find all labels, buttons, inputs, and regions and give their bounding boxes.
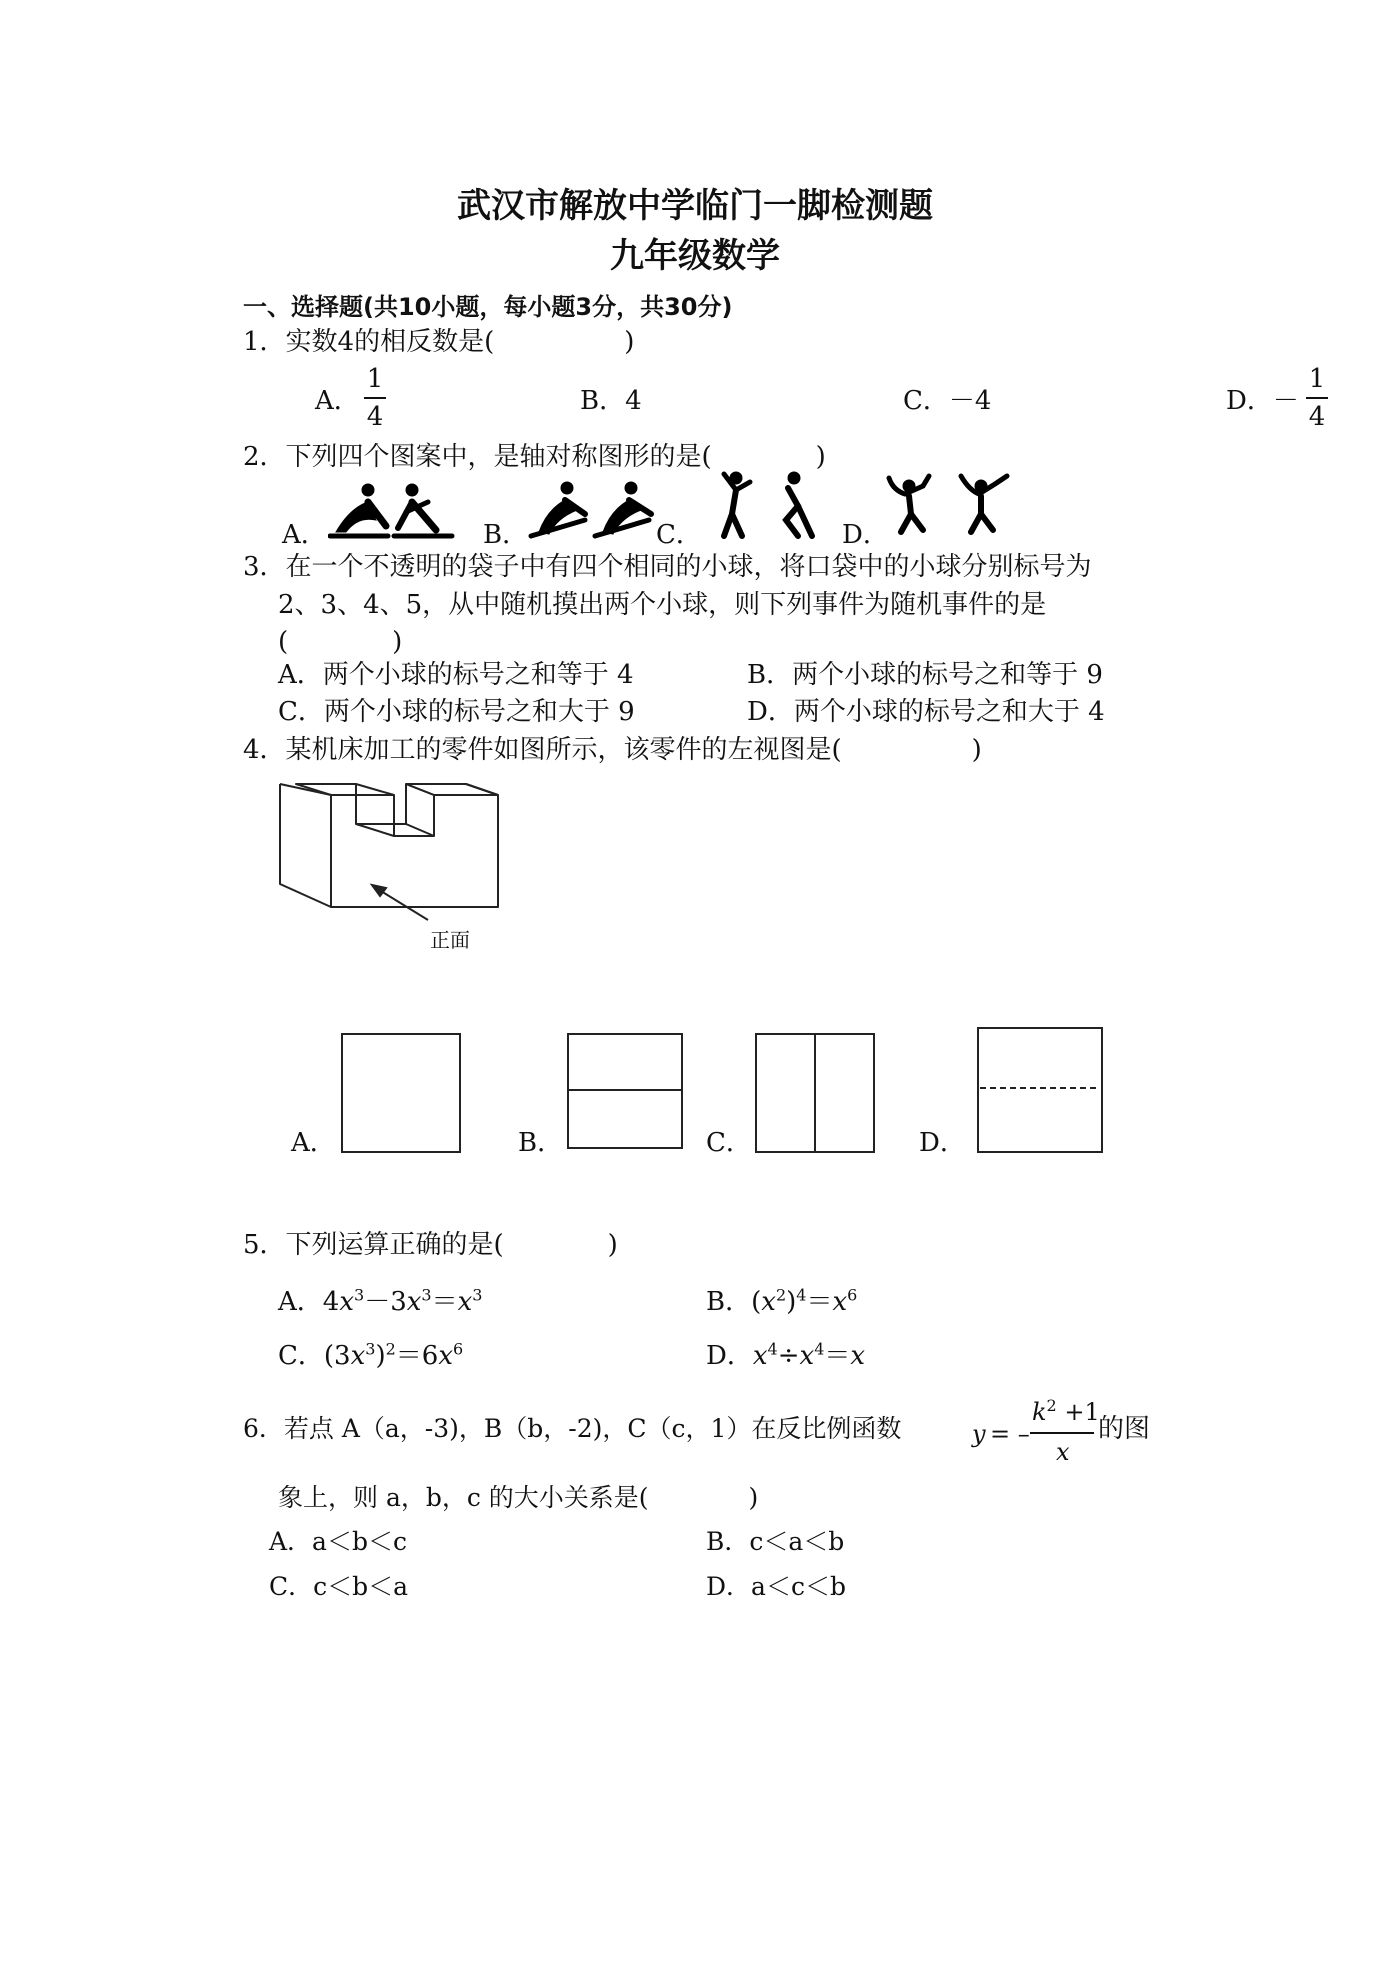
q4-option-d-figure	[976, 1026, 1104, 1154]
q1-a-denominator: 4	[366, 402, 384, 432]
q3-option-b: B．两个小球的标号之和等于 9	[747, 660, 1103, 690]
q2-option-a-label: A．	[282, 520, 327, 550]
section-heading: 一、选择题(共10小题，每小题3分，共30分)	[243, 293, 733, 321]
q6-stem-line2: 象上，则 a，b，c 的大小关系是( )	[278, 1483, 759, 1512]
q4-option-d-label: D．	[919, 1128, 966, 1158]
page-subtitle: 九年级数学	[610, 236, 780, 276]
q5-a-label: A．	[278, 1287, 323, 1317]
q3-stem-line2: 2、3、4、5，从中随机摸出两个小球，则下列事件为随机事件的是	[278, 590, 1047, 620]
q1-option-d-label: D．－	[1226, 386, 1299, 416]
q4-stem: 4．某机床加工的零件如图所示，该零件的左视图是( )	[243, 735, 982, 765]
q4-option-a-label: A．	[291, 1128, 336, 1158]
q2-pictogram-a-icon	[328, 480, 458, 540]
q2-pictogram-d-icon	[885, 472, 1013, 536]
q5-option-c: C．$(3x^3)^2=6x^6$	[278, 1339, 464, 1371]
q1-option-c: C．－4	[903, 386, 992, 416]
q1-d-denominator: 4	[1308, 402, 1326, 432]
q5-b-label: B．	[706, 1287, 752, 1317]
q5-option-a: A．$4x^3-3x^3=x^3$	[278, 1285, 483, 1317]
q3-option-d: D．两个小球的标号之和大于 4	[747, 697, 1105, 727]
page-title: 武汉市解放中学临门一脚检测题	[457, 186, 933, 226]
q5-c-label: C．	[278, 1341, 324, 1371]
q2-option-c-label: C．	[656, 520, 702, 550]
q2-pictogram-b-icon	[527, 480, 657, 540]
q2-stem: 2．下列四个图案中，是轴对称图形的是( )	[243, 442, 826, 472]
q6-option-b: B．c＜a＜b	[706, 1527, 845, 1556]
q6-option-c: C．c＜b＜a	[269, 1572, 409, 1601]
q4-part-figure	[276, 780, 506, 950]
q5-stem: 5．下列运算正确的是( )	[243, 1230, 618, 1260]
q1-option-a-label: A．	[315, 386, 360, 416]
q4-option-c-label: C．	[706, 1128, 752, 1158]
q2-option-d-label: D．	[842, 520, 889, 550]
q2-option-b-label: B．	[483, 520, 529, 550]
q1-option-b: B．4	[580, 386, 642, 416]
q1-option-d-fraction	[1306, 364, 1328, 432]
q3-option-a: A．两个小球的标号之和等于 4	[278, 660, 634, 690]
q4-option-a-figure	[340, 1032, 462, 1154]
q6-option-a: A．a＜b＜c	[269, 1527, 407, 1556]
q3-stem-line1: 3．在一个不透明的袋子中有四个相同的小球，将口袋中的小球分别标号为	[243, 552, 1092, 582]
q1-d-numerator: 1	[1308, 364, 1326, 394]
q4-front-label: 正面	[430, 928, 470, 952]
q3-option-c: C．两个小球的标号之和大于 9	[278, 697, 635, 727]
q6-option-d: D．a＜c＜b	[706, 1572, 846, 1601]
q4-option-c-figure	[754, 1032, 876, 1154]
q6-stem-line1: 6．若点 A（a，-3)，B（b，-2)，C（c，1）在反比例函数	[243, 1414, 902, 1443]
q2-pictogram-c-icon	[714, 470, 824, 540]
q5-option-d: D．$x^4\div x^4=x$	[706, 1339, 866, 1371]
q4-option-b-label: B．	[518, 1128, 564, 1158]
q4-option-b-figure	[566, 1032, 684, 1150]
q6-stem-line1-end: 的图	[1098, 1414, 1151, 1444]
q5-d-label: D．	[706, 1341, 753, 1371]
q3-stem-line3: ( )	[278, 627, 403, 657]
q1-option-a-fraction	[364, 364, 386, 432]
fraction-bar	[364, 397, 386, 399]
q5-option-b: B．$(x^2)^4=x^6$	[706, 1285, 858, 1317]
q1-stem: 1．实数4的相反数是( )	[243, 327, 635, 357]
q1-a-numerator: 1	[366, 364, 384, 394]
fraction-bar	[1306, 397, 1328, 399]
